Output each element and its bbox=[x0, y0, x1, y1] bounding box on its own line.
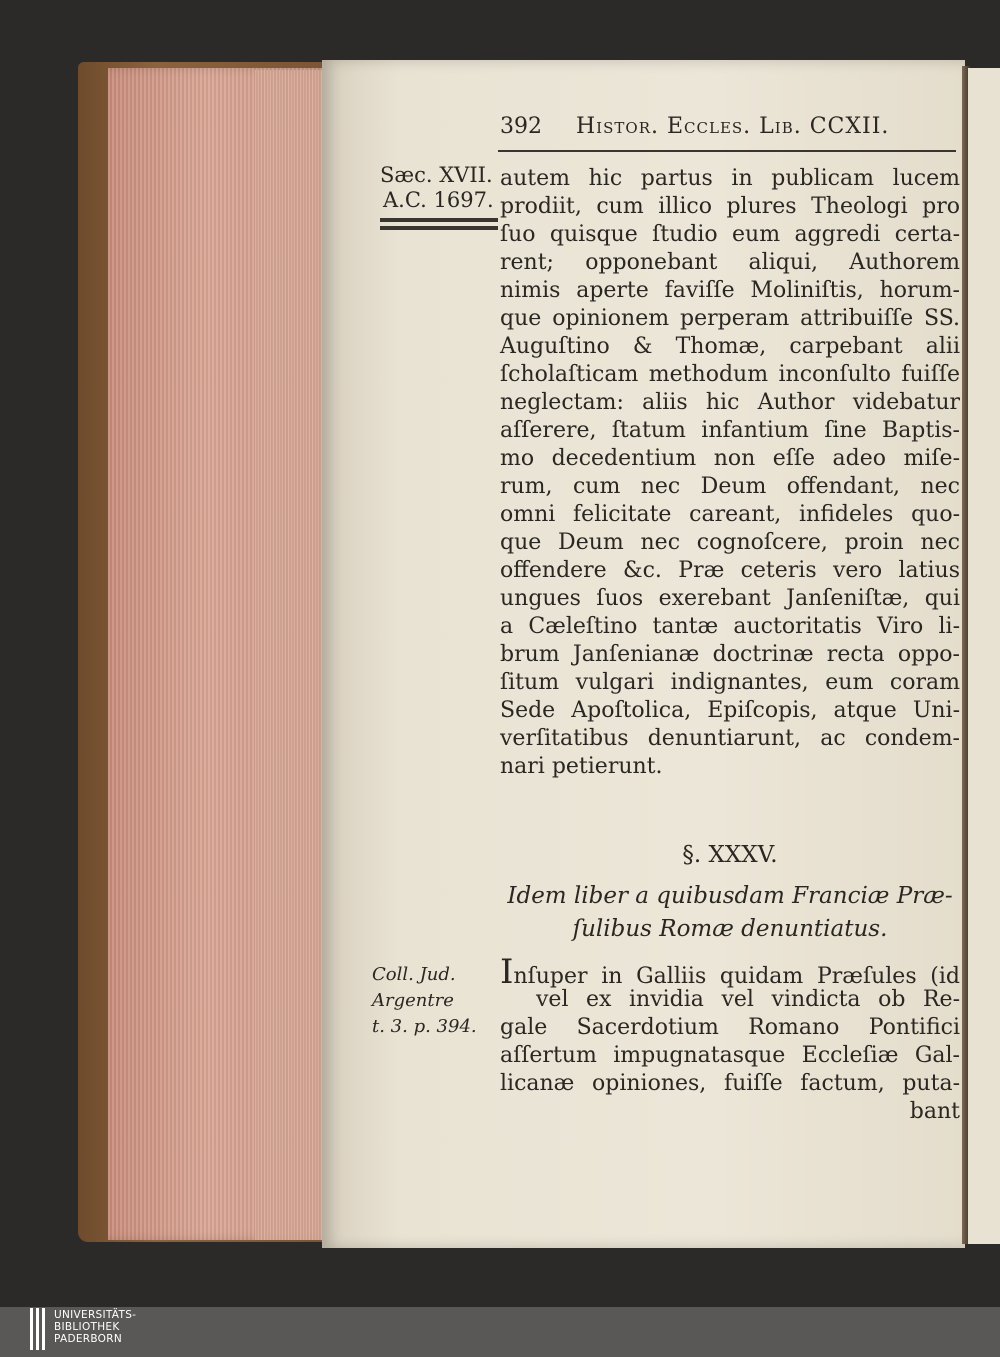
text-line: neglectam: aliis hic Author videbatur bbox=[500, 390, 960, 415]
margin-citation-line: Argentre bbox=[372, 990, 454, 1011]
text-line: Sede Apoſtolica, Epiſcopis, atque Uni- bbox=[500, 698, 960, 723]
text-line: ungues ſuos exerebant Janſeniſtæ, qui bbox=[500, 586, 960, 611]
text-line: offendere &c. Præ ceteris vero latius bbox=[500, 558, 960, 583]
text-line: prodiit, cum illico plures Theologi pro bbox=[500, 194, 960, 219]
running-header bbox=[500, 114, 960, 146]
margin-citation-line: Coll. Jud. bbox=[372, 964, 456, 985]
catchword: bant bbox=[909, 1099, 960, 1124]
text-line: verſitatibus denuntiarunt, ac condem- bbox=[500, 726, 960, 751]
library-name-line: PADERBORN bbox=[54, 1333, 122, 1345]
text-line: licanæ opiniones, fuiſſe factum, puta- bbox=[500, 1071, 960, 1096]
running-title: Histor. Eccles. Lib. CCXII. bbox=[576, 114, 890, 139]
text-line: nimis aperte faviſſe Moliniſtis, horum- bbox=[500, 278, 960, 303]
text-line: a Cæleſtino tantæ auctoritatis Viro li- bbox=[500, 614, 960, 639]
page-number: 392 bbox=[500, 114, 542, 139]
header-rule bbox=[498, 150, 956, 152]
text-line: Inſuper in Galliis quidam Præſules (id bbox=[500, 952, 960, 992]
text-line: que opinionem perperam attribuiſſe SS. bbox=[500, 306, 960, 331]
footer-bar bbox=[0, 1307, 1000, 1357]
margin-citation-line: t. 3. p. 394. bbox=[372, 1016, 477, 1037]
library-name bbox=[54, 1309, 136, 1345]
library-name-line: UNIVERSITÄTS- bbox=[54, 1309, 137, 1321]
margin-year: A.C. 1697. bbox=[383, 188, 494, 212]
margin-rule-bottom bbox=[380, 226, 498, 230]
text-line: ſitum vulgari indignantes, eum coram bbox=[500, 670, 960, 695]
text-line: rum, cum nec Deum offendant, nec bbox=[500, 474, 960, 499]
text-line: aſſerere, ſtatum infantium ſine Baptis- bbox=[500, 418, 960, 443]
text-line: vel ex invidia vel vindicta ob Re- bbox=[536, 987, 960, 1012]
text-line: ſuo quisque ſtudio eum aggredi certa- bbox=[500, 222, 960, 247]
text-line: brum Janſenianæ doctrinæ recta oppo- bbox=[500, 642, 960, 667]
library-name-line: BIBLIOTHEK bbox=[54, 1321, 120, 1333]
section-title-line: Idem liber a quibusdam Franciæ Præ- bbox=[507, 883, 953, 909]
text-line: nari petierunt. bbox=[500, 754, 663, 779]
text-line: gale Sacerdotium Romano Pontifici bbox=[500, 1015, 960, 1040]
library-logo-icon bbox=[30, 1308, 46, 1350]
section-title bbox=[500, 880, 960, 946]
text-line: ſcholaſticam methodum inconſulto fuiſſe bbox=[500, 362, 960, 387]
text-line: rent; opponebant aliqui, Authorem bbox=[500, 250, 960, 275]
paragraph-1 bbox=[500, 165, 960, 781]
page-edges-strip bbox=[255, 70, 325, 1240]
text-line: autem hic partus in publicam lucem bbox=[500, 166, 960, 191]
paragraph-2 bbox=[500, 952, 960, 1126]
text-line: que Deum nec cognoſcere, proin nec bbox=[500, 530, 960, 555]
text-line: mo decedentium non eſſe adeo miſe- bbox=[500, 446, 960, 471]
facing-page-edge bbox=[968, 68, 1000, 1244]
margin-century: Sæc. XVII. bbox=[380, 163, 493, 187]
section-number: §. XXXV. bbox=[682, 842, 778, 868]
margin-rule-top bbox=[380, 218, 498, 222]
text-line: aſſertum impugnatasque Eccleſiæ Gal- bbox=[500, 1043, 960, 1068]
section-title-line: ſulibus Romæ denuntiatus. bbox=[572, 916, 888, 942]
text-line: Auguſtino & Thomæ, carpebant alii bbox=[500, 334, 960, 359]
text-line: omni felicitate careant, infideles quo- bbox=[500, 502, 960, 527]
